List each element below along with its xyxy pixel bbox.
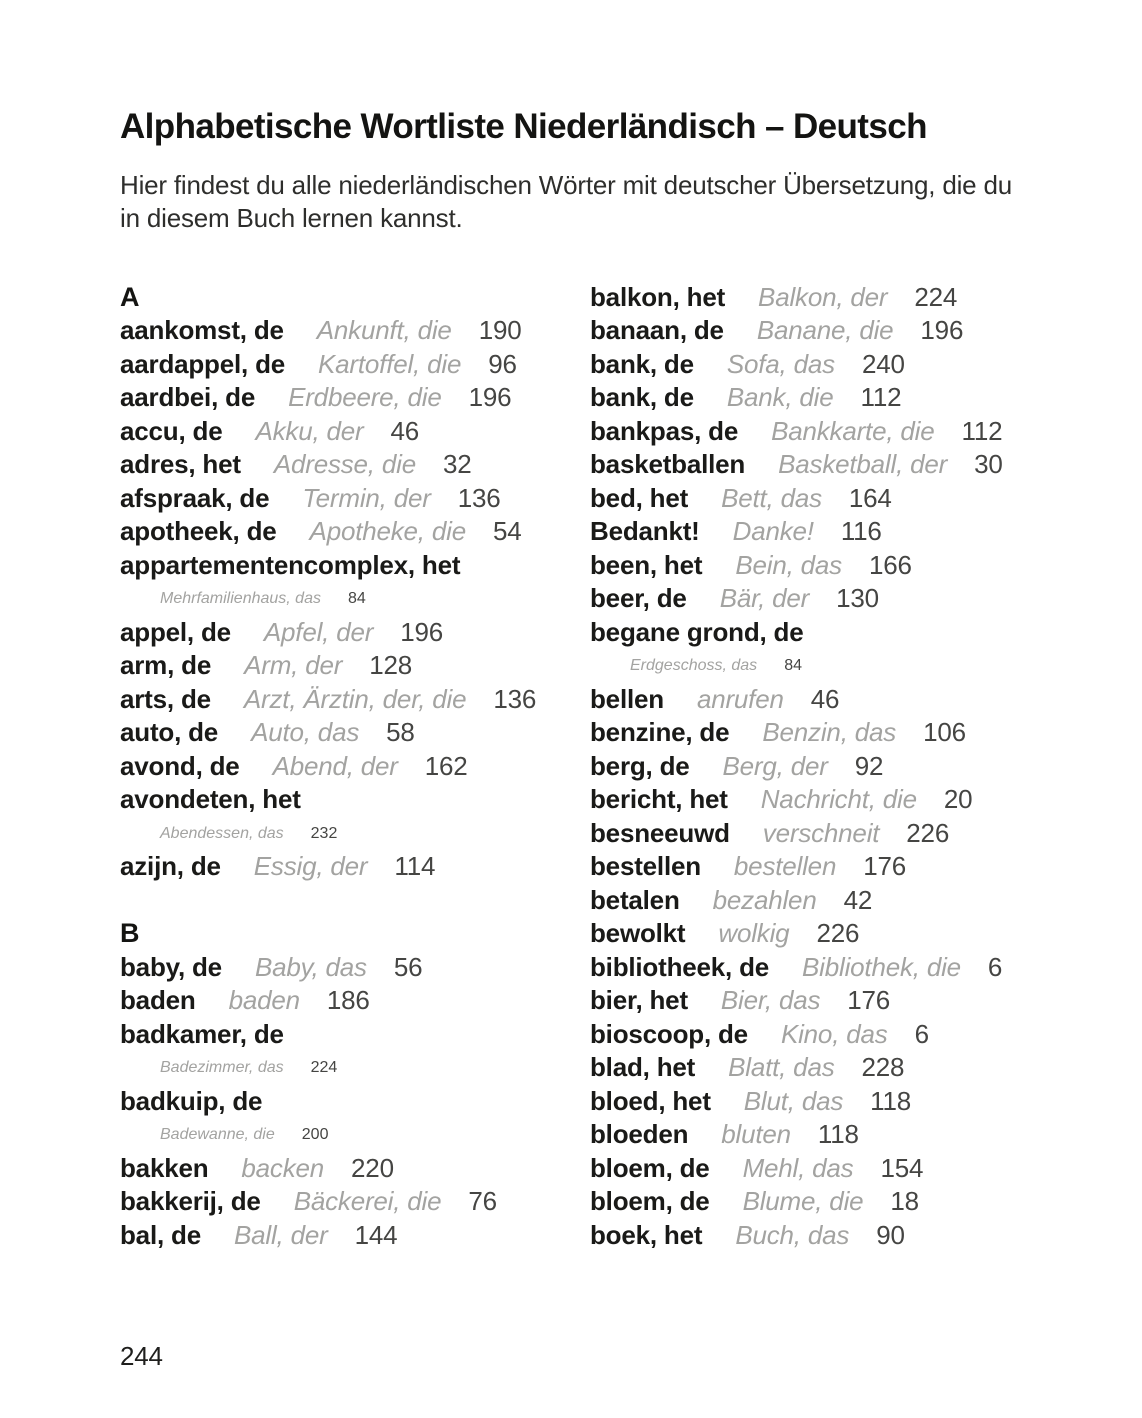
entry-term-dutch: arm, de [120,650,212,680]
entry-translation-german: Apfel, der [263,616,374,647]
entry-term-dutch: baden [120,985,196,1015]
entry-translation-german: Mehrfamilienhaus, das [160,590,321,607]
entry-page-reference: 240 [861,348,905,379]
entry-term-dutch: accu, de [120,415,223,446]
dictionary-entry [120,348,590,382]
entry-page-reference: 228 [861,1052,905,1082]
entry-term-dutch: afspraak, de [120,482,270,513]
dictionary-entry [590,482,1055,516]
section-letter-header: A [120,281,140,312]
dictionary-entry [590,415,1055,449]
entry-term-dutch: avond, de [120,750,240,781]
entry-term-dutch: blad, het [590,1052,696,1082]
entry-page-reference: 136 [493,683,537,714]
entry-translation-german: Badewanne, die [160,1126,275,1143]
entry-term-dutch: aardbei, de [120,382,256,412]
entry-translation-german: Basketball, der [778,449,948,479]
entry-term-dutch: basketballen [590,449,746,479]
entry-term-dutch: auto, de [120,717,219,747]
entry-page-reference: 186 [326,985,370,1015]
dictionary-entry [590,1051,1055,1085]
entry-translation-german: Bein, das [735,549,842,580]
entry-page-reference: 58 [386,717,415,747]
dictionary-entry [120,750,590,784]
entry-translation-german: Blume, die [742,1186,864,1216]
entry-page-reference: 190 [478,315,522,345]
entry-translation-german: baden [228,985,300,1015]
entry-translation-german: bestellen [733,851,837,881]
entry-translation-german: Benzin, das [762,717,897,747]
entry-translation-german: Erdbeere, die [288,382,442,412]
dictionary-entry [590,1085,1055,1119]
entry-term-dutch: adres, het [120,449,241,479]
entry-term-dutch: badkamer, de [120,1018,284,1049]
entry-translation-german: Bankkarte, die [771,415,935,446]
dictionary-entry [120,515,590,549]
wordlist-columns [120,281,1055,1253]
entry-page-reference: 196 [468,382,512,412]
entry-term-dutch: besneeuwd [590,817,730,848]
entry-translation-german: Bett, das [721,482,822,513]
entry-translation-german: Abend, der [272,750,398,781]
entry-term-dutch: bloed, het [590,1085,711,1116]
entry-term-dutch: berg, de [590,750,690,781]
entry-page-reference: 176 [863,851,906,881]
entry-translation-german: Termin, der [302,482,431,513]
entry-term-dutch: bankpas, de [590,415,739,446]
entry-page-reference: 84 [347,590,366,607]
entry-term-dutch: appartementencomplex, het [120,549,461,580]
entry-page-reference: 176 [847,985,891,1015]
dictionary-entry [120,415,590,449]
entry-page-reference: 56 [393,951,423,982]
entry-term-dutch: betalen [590,884,680,915]
entry-translation-german: Essig, der [253,851,368,881]
dictionary-entry [120,850,590,884]
entry-term-dutch: aankomst, de [120,315,284,345]
entry-page-reference: 92 [854,750,884,781]
entry-term-dutch: bank, de [590,348,694,379]
dictionary-entry [120,1219,590,1253]
entry-term-dutch: bioscoop, de [590,1018,748,1049]
dictionary-entry [590,448,1055,482]
entry-page-reference: 154 [880,1152,924,1183]
entry-term-dutch: Bedankt! [590,516,700,546]
entry-translation-german: Auto, das [251,717,360,747]
entry-term-dutch: bibliotheek, de [590,951,770,982]
entry-term-dutch: appel, de [120,616,231,647]
dictionary-entry [590,750,1055,784]
entry-page-reference: 196 [400,616,443,647]
book-page [120,108,1055,1252]
dictionary-entry [590,348,1055,382]
dictionary-entry [590,616,1055,683]
section-gap [120,884,590,918]
entry-translation-german: Bank, die [726,382,834,412]
entry-translation-german: bluten [721,1119,791,1149]
entry-term-dutch: bestellen [590,851,701,881]
entry-translation-german: Arzt, Ärztin, der, die [243,683,467,714]
dictionary-entry [590,381,1055,415]
entry-page-reference: 76 [468,1186,497,1216]
entry-translation-german: Buch, das [735,1219,850,1250]
entry-page-reference: 20 [943,784,973,814]
dictionary-entry [590,549,1055,583]
entry-translation-german: Kino, das [780,1018,888,1049]
dictionary-entry [590,515,1055,549]
entry-page-reference: 106 [923,717,966,747]
dictionary-entry [590,984,1055,1018]
page-subtitle: Hier findest du alle niederländischen Wörter mit deutscher Übersetzung, die du in diesem Buch lernen kannst. [120,169,1012,233]
entry-page-reference: 144 [354,1219,398,1250]
dictionary-entry [120,448,590,482]
entry-page-reference: 54 [492,516,522,546]
entry-translation-german: Bibliothek, die [802,951,961,982]
entry-translation-german: Erdgeschoss, das [630,657,758,674]
entry-term-dutch: bloem, de [590,1152,710,1183]
entry-translation-german: Adresse, die [273,449,416,479]
dictionary-entry [590,884,1055,918]
entry-translation-german: Bäckerei, die [293,1186,442,1216]
section-letter-header: B [120,918,140,948]
entry-page-reference: 42 [843,884,873,915]
dictionary-entry [120,1185,590,1219]
dictionary-entry [120,381,590,415]
entry-term-dutch: been, het [590,549,703,580]
entry-term-dutch: arts, de [120,683,211,714]
entry-translation-german: Danke! [732,516,814,546]
wordlist-column-right [590,281,1055,1253]
wordlist-column-left [120,281,590,1253]
entry-page-reference: 224 [914,281,958,312]
dictionary-entry [590,281,1055,315]
entry-term-dutch: bloeden [590,1119,689,1149]
page-title: Alphabetische Wortliste Niederländisch – Deutsch [120,107,927,146]
dictionary-entry [120,482,590,516]
entry-page-reference: 118 [870,1085,912,1116]
entry-term-dutch: bellen [590,683,664,714]
dictionary-entry [120,783,590,850]
entry-translation-german: Kartoffel, die [318,348,462,379]
entry-translation-german: Baby, das [254,951,367,982]
entry-page-reference: 226 [816,918,860,948]
entry-translation-german: Apotheke, die [309,516,466,546]
dictionary-entry [590,1118,1055,1152]
dictionary-entry [120,314,590,348]
dictionary-entry [120,683,590,717]
entry-page-reference: 114 [394,851,436,881]
entry-translation-german: Ball, der [233,1219,328,1250]
entry-page-reference: 6 [987,951,1003,982]
entry-translation-german: backen [241,1152,325,1183]
entry-page-reference: 226 [906,817,950,848]
dictionary-entry [590,850,1055,884]
entry-translation-german: Berg, der [722,750,828,781]
entry-translation-german: Ankunft, die [316,315,452,345]
entry-term-dutch: badkuip, de [120,1085,263,1116]
dictionary-entry [120,1152,590,1186]
entry-translation-german: bezahlen [712,884,817,915]
entry-page-reference: 46 [810,683,840,714]
entry-page-reference: 224 [310,1059,338,1076]
entry-page-reference: 196 [920,315,964,345]
entry-page-reference: 130 [836,583,879,613]
dictionary-entry [590,1018,1055,1052]
entry-term-dutch: benzine, de [590,717,730,747]
entry-translation-german: Nachricht, die [760,784,917,814]
entry-term-dutch: bier, het [590,985,688,1015]
entry-term-dutch: banaan, de [590,315,724,345]
entry-term-dutch: boek, het [590,1219,703,1250]
entry-page-reference: 200 [301,1126,329,1143]
entry-page-reference: 128 [369,650,412,680]
entry-term-dutch: balkon, het [590,281,726,312]
entry-page-reference: 90 [876,1219,905,1250]
entry-page-reference: 136 [457,482,501,513]
entry-term-dutch: begane grond, de [590,616,804,647]
dictionary-entry [120,1085,590,1152]
entry-translation-german: anrufen [696,683,784,714]
entry-term-dutch: bericht, het [590,784,728,814]
entry-page-reference: 164 [848,482,892,513]
entry-page-reference: 18 [890,1186,919,1216]
dictionary-entry [120,716,590,750]
dictionary-entry [590,1219,1055,1253]
entry-page-reference: 84 [784,657,802,674]
entry-page-reference: 166 [868,549,912,580]
entry-translation-german: Abendessen, das [160,824,284,842]
entry-page-reference: 32 [442,449,472,479]
entry-page-reference: 118 [817,1119,859,1149]
entry-translation-german: Bär, der [719,583,810,613]
entry-term-dutch: bed, het [590,482,689,513]
entry-page-reference: 30 [974,449,1003,479]
dictionary-entry [590,1152,1055,1186]
entry-translation-german: Arm, der [244,650,343,680]
dictionary-entry [120,1018,590,1085]
dictionary-entry [590,683,1055,717]
dictionary-entry [120,951,590,985]
entry-page-reference: 6 [914,1018,929,1049]
entry-term-dutch: azijn, de [120,851,221,881]
entry-term-dutch: bal, de [120,1219,201,1250]
entry-page-reference: 46 [390,415,420,446]
dictionary-entry [590,817,1055,851]
dictionary-entry [590,1185,1055,1219]
entry-term-dutch: bank, de [590,382,694,412]
entry-term-dutch: bakkerij, de [120,1186,261,1216]
entry-translation-german: Blatt, das [728,1052,835,1082]
entry-term-dutch: bewolkt [590,918,686,948]
entry-translation-german: wolkig [718,918,790,948]
dictionary-entry [590,783,1055,817]
entry-page-reference: 116 [840,516,882,546]
dictionary-entry [590,951,1055,985]
entry-term-dutch: beer, de [590,583,687,613]
entry-term-dutch: bakken [120,1152,209,1183]
entry-translation-german: Bier, das [720,985,821,1015]
entry-translation-german: Balkon, der [758,281,888,312]
entry-term-dutch: apotheek, de [120,516,277,546]
entry-page-reference: 96 [488,348,517,379]
entry-term-dutch: baby, de [120,951,222,982]
entry-page-reference: 112 [961,415,1003,446]
entry-term-dutch: bloem, de [590,1186,710,1216]
dictionary-entry [590,716,1055,750]
dictionary-entry [590,582,1055,616]
entry-translation-german: Mehl, das [742,1152,854,1183]
dictionary-entry [590,314,1055,348]
dictionary-entry [120,616,590,650]
entry-page-reference: 162 [424,750,468,781]
entry-page-reference: 232 [310,824,338,842]
entry-page-reference: 220 [351,1152,394,1183]
entry-term-dutch: aardappel, de [120,348,286,379]
dictionary-entry [120,649,590,683]
entry-translation-german: Banane, die [756,315,894,345]
entry-translation-german: Sofa, das [726,348,835,379]
entry-page-reference: 112 [860,382,902,412]
dictionary-entry [120,549,590,616]
dictionary-entry [590,917,1055,951]
entry-translation-german: Badezimmer, das [160,1059,284,1076]
entry-translation-german: Blut, das [743,1085,844,1116]
dictionary-entry [120,984,590,1018]
entry-translation-german: Akku, der [255,415,364,446]
entry-term-dutch: avondeten, het [120,784,301,814]
page-number: 244 [120,1341,163,1371]
entry-translation-german: verschneit [762,817,880,848]
